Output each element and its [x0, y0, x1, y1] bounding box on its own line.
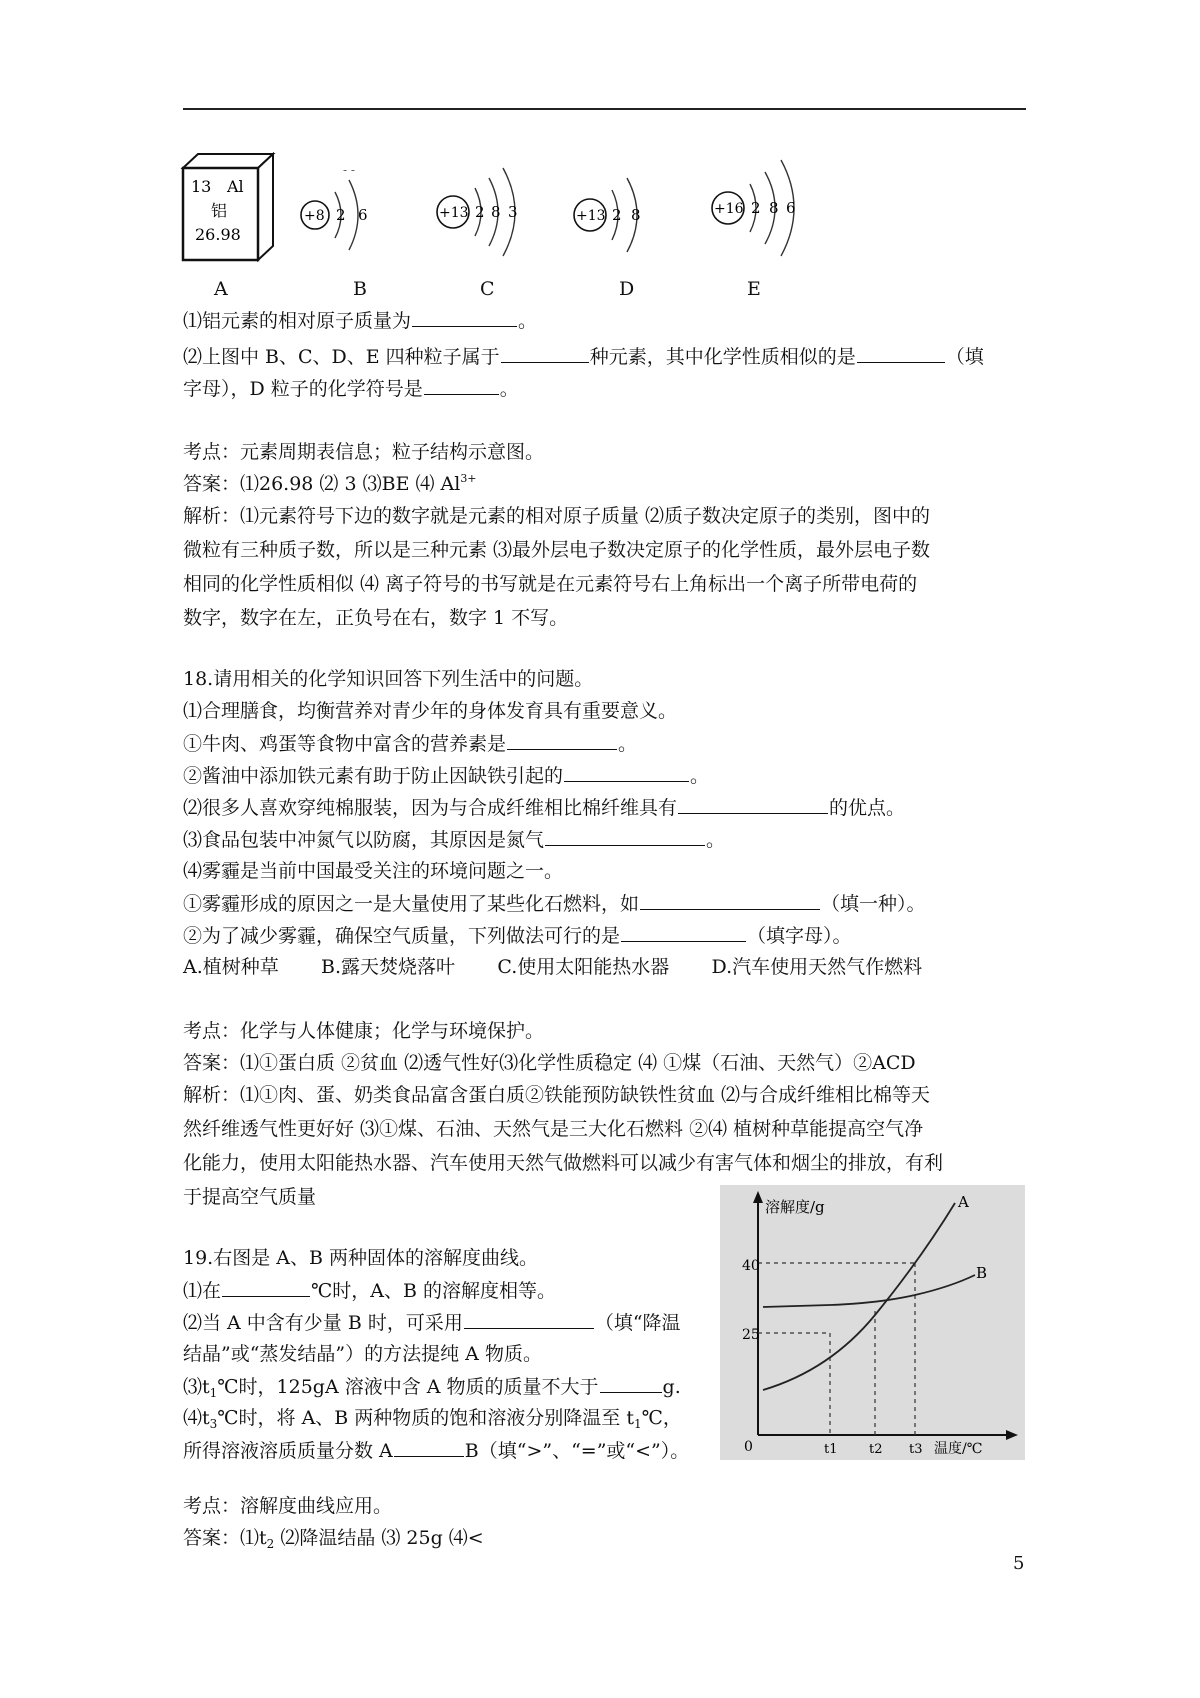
q17-blank-4[interactable] [424, 376, 499, 395]
q18-jiexi-4: 于提高空气质量 [183, 1186, 317, 1208]
q19-answer-a: 答案：⑴t [183, 1527, 267, 1549]
q18-jiexi-3: 化能力，使用太阳能热水器、汽车使用天然气做燃料可以减少有害气体和烟尘的排放，有利 [183, 1152, 944, 1174]
graph-background [720, 1185, 1025, 1460]
q19-line-6 [183, 1438, 689, 1463]
q18-blank-3[interactable] [678, 795, 828, 814]
solubility-graph [720, 1185, 1025, 1460]
q17-answer-charge: 3+ [460, 472, 477, 485]
q19-kaodian: 考点：溶解度曲线应用。 [183, 1495, 393, 1517]
q18-line-1: ⑴合理膳食，均衡营养对青少年的身体发育具有重要意义。 [183, 700, 678, 722]
q17-blank-2[interactable] [501, 344, 589, 363]
ion-d-shell-2: 8 [631, 206, 641, 224]
q17-answer-text: 答案：⑴26.98 ⑵ 3 ⑶BE ⑷ Al [183, 473, 461, 495]
q18-line-3-text: ②酱油中添加铁元素有助于防止因缺铁引起的 [183, 765, 564, 787]
q18-line-7 [183, 891, 926, 916]
y-tick-40: 40 [742, 1258, 760, 1274]
ion-e-shell-2: 8 [769, 199, 779, 217]
x-tick-t1: t1 [824, 1442, 838, 1457]
q19-title: 19.右图是 A、B 两种固体的溶解度曲线。 [183, 1247, 538, 1269]
q18-blank-4[interactable] [545, 827, 705, 846]
q19-line-1 [183, 1278, 556, 1303]
q18-blank-6[interactable] [621, 923, 746, 942]
q18-line-5 [183, 827, 725, 852]
q17-part2-text: ⑵上图中 B、C、D、E 四种粒子属于 [183, 346, 500, 368]
q17-jiexi-2: 微粒有三种质子数，所以是三种元素 ⑶最外层电子数决定原子的化学性质，最外层电子数 [183, 539, 931, 561]
q18-line-5-text: ⑶食品包装中冲氮气以防腐，其原因是氮气 [183, 829, 545, 851]
q19-line-3: 结晶”或“蒸发结晶”）的方法提纯 A 物质。 [183, 1343, 542, 1365]
q19-line-5 [183, 1406, 682, 1432]
q19-line-4-b: ℃时，125gA 溶液中含 A 物质的质量不大于 [217, 1376, 599, 1398]
graph-ylabel: 溶解度/g [765, 1198, 825, 1216]
y-tick-25: 25 [742, 1327, 760, 1343]
q19-line-4 [183, 1374, 681, 1401]
q19-line-2-end: （填“降温 [594, 1312, 681, 1334]
ion-c-shell-3: 3 [508, 203, 518, 221]
ion-b-shell-1: 2 [336, 206, 346, 224]
q19-line-4-sub: 1 [209, 1386, 218, 1400]
ion-b-shell-2: 6 [358, 206, 368, 224]
q17-part1-end: 。 [518, 310, 538, 332]
q19-blank-3[interactable] [600, 1374, 662, 1393]
q19-line-5-a: ⑷t [183, 1407, 210, 1429]
q19-line-1-text: ⑴在 [183, 1280, 222, 1302]
ion-d-nucleus: +13 [576, 208, 606, 224]
element-box [183, 154, 273, 260]
ion-diagram-e [712, 160, 796, 256]
q19-line-6-end: B（填“>”、“=”或“<”）。 [464, 1440, 690, 1462]
q18-line-4-end: 的优点。 [829, 797, 906, 819]
q18-line-3 [183, 763, 709, 788]
q17-part1-text: ⑴铝元素的相对原子质量为 [183, 310, 412, 332]
header-rule [183, 108, 1026, 110]
q17-blank-1[interactable] [412, 308, 517, 327]
figure-label-c: C [480, 278, 495, 300]
q19-answer [183, 1526, 484, 1552]
graph-origin: 0 [744, 1439, 753, 1455]
q18-line-2 [183, 731, 637, 756]
ion-c-nucleus: +13 [439, 205, 469, 221]
q19-line-5-b: ℃时，将 A、B 两种物质的饱和溶液分别降温至 t [217, 1407, 634, 1429]
q17-part2-mid: 种元素，其中化学性质相似的是 [589, 346, 856, 368]
q18-blank-1[interactable] [507, 731, 617, 750]
q18-line-3-end: 。 [690, 765, 710, 787]
q18-line-4-text: ⑵很多人喜欢穿纯棉服装，因为与合成纤维相比棉纤维具有 [183, 797, 678, 819]
q18-line-7-text: ①雾霾形成的原因之一是大量使用了某些化石燃料，如 [183, 893, 640, 915]
x-tick-t3: t3 [909, 1442, 923, 1457]
ion-b-mark: - - [343, 163, 355, 177]
q18-option-d: D.汽车使用天然气作燃料 [711, 956, 923, 978]
q19-answer-sub: 2 [266, 1537, 275, 1551]
figure-label-d: D [619, 278, 635, 300]
figure-label-b: B [353, 278, 367, 300]
q17-blank-3[interactable] [857, 344, 945, 363]
q19-line-4-end: g. [662, 1376, 681, 1398]
q17-part2-end: （填 [945, 346, 984, 368]
q18-line-4 [183, 795, 905, 820]
ion-diagram-d [574, 178, 641, 252]
q18-jiexi-1: 解析：⑴①肉、蛋、奶类食品富含蛋白质②铁能预防缺铁性贫血 ⑵与合成纤维相比棉等天 [183, 1084, 931, 1106]
q18-blank-2[interactable] [564, 763, 689, 782]
atomic-structure-figure [175, 150, 825, 275]
q19-blank-2[interactable] [464, 1310, 594, 1329]
q17-part2-line2 [183, 376, 519, 401]
q18-options [183, 955, 922, 979]
q19-blank-1[interactable] [222, 1278, 310, 1297]
ion-b-nucleus: +8 [304, 208, 325, 224]
curve-label-a: A [958, 1193, 969, 1211]
q18-line-5-end: 。 [706, 829, 726, 851]
q18-line-8-text: ②为了减少雾霾，确保空气质量，下列做法可行的是 [183, 925, 621, 947]
element-name: 铝 [211, 201, 228, 220]
ion-diagram-c [437, 168, 518, 256]
q18-blank-5[interactable] [640, 891, 820, 910]
ion-c-shell-1: 2 [475, 203, 485, 221]
q19-line-4-a: ⑶t [183, 1376, 210, 1398]
q18-line-6: ⑷雾霾是当前中国最受关注的环境问题之一。 [183, 860, 564, 882]
ion-e-shell-3: 6 [786, 199, 796, 217]
x-tick-t2: t2 [869, 1442, 883, 1457]
q17-part2b-end: 。 [499, 378, 519, 400]
ion-e-shell-1: 2 [751, 199, 761, 217]
page-number: 5 [1013, 1553, 1025, 1574]
q19-line-1-end: ℃时，A、B 的溶解度相等。 [311, 1280, 556, 1302]
element-symbol: Al [227, 177, 244, 196]
q19-line-2 [183, 1310, 681, 1335]
q18-option-a: A.植树种草 [183, 956, 279, 978]
figure-label-e: E [747, 278, 761, 300]
q18-line-2-text: ①牛肉、鸡蛋等食物中富含的营养素是 [183, 733, 507, 755]
q18-line-8-end: （填字母）。 [747, 925, 852, 947]
q19-line-6-text: 所得溶液溶质质量分数 A [183, 1440, 393, 1462]
ion-c-shell-2: 8 [491, 203, 501, 221]
q17-jiexi-1: 解析：⑴元素符号下边的数字就是元素的相对原子质量 ⑵质子数决定原子的类别，图中的 [183, 505, 931, 527]
q17-kaodian: 考点：元素周期表信息；粒子结构示意图。 [183, 441, 545, 463]
element-mass: 26.98 [195, 225, 241, 244]
q19-line-2-text: ⑵当 A 中含有少量 B 时，可采用 [183, 1312, 463, 1334]
q17-part2b-text: 字母），D 粒子的化学符号是 [183, 378, 423, 400]
q17-part2-line1 [183, 344, 984, 369]
q17-jiexi-3: 相同的化学性质相似 ⑷ 离子符号的书写就是在元素符号右上角标出一个离子所带电荷的 [183, 573, 918, 595]
q18-kaodian: 考点：化学与人体健康；化学与环境保护。 [183, 1020, 545, 1042]
q18-title: 18.请用相关的化学知识回答下列生活中的问题。 [183, 668, 594, 690]
q19-blank-4[interactable] [394, 1438, 464, 1457]
ion-diagram-b [301, 163, 368, 250]
graph-xlabel: 温度/℃ [934, 1441, 983, 1457]
ion-e-nucleus: +16 [714, 201, 744, 217]
q17-jiexi-4: 数字，数字在左，正负号在右，数字 1 不写。 [183, 607, 569, 629]
q19-answer-b: ⑵降温结晶 ⑶ 25g ⑷< [274, 1527, 484, 1549]
q19-line-5-sub2: 1 [633, 1417, 642, 1431]
q18-line-8 [183, 923, 852, 948]
element-number: 13 [191, 177, 212, 196]
q17-part1 [183, 308, 537, 333]
q19-line-5-c: ℃， [641, 1407, 682, 1429]
curve-label-b: B [976, 1264, 988, 1282]
ion-d-shell-1: 2 [612, 206, 622, 224]
q18-option-c: C.使用太阳能热水器 [497, 956, 670, 978]
q18-answer: 答案：⑴①蛋白质 ②贫血 ⑵透气性好⑶化学性质稳定 ⑷ ①煤（石油、天然气）②ACD [183, 1052, 916, 1074]
q17-answer [183, 472, 477, 499]
q18-option-b: B.露天焚烧落叶 [321, 956, 456, 978]
figure-label-a: A [214, 278, 228, 300]
q18-jiexi-2: 然纤维透气性更好好 ⑶①煤、石油、天然气是三大化石燃料 ②⑷ 植树种草能提高空气净 [183, 1118, 924, 1140]
q18-line-2-end: 。 [618, 733, 638, 755]
q19-line-5-sub: 3 [209, 1417, 218, 1431]
q18-line-7-end: （填一种）。 [821, 893, 926, 915]
